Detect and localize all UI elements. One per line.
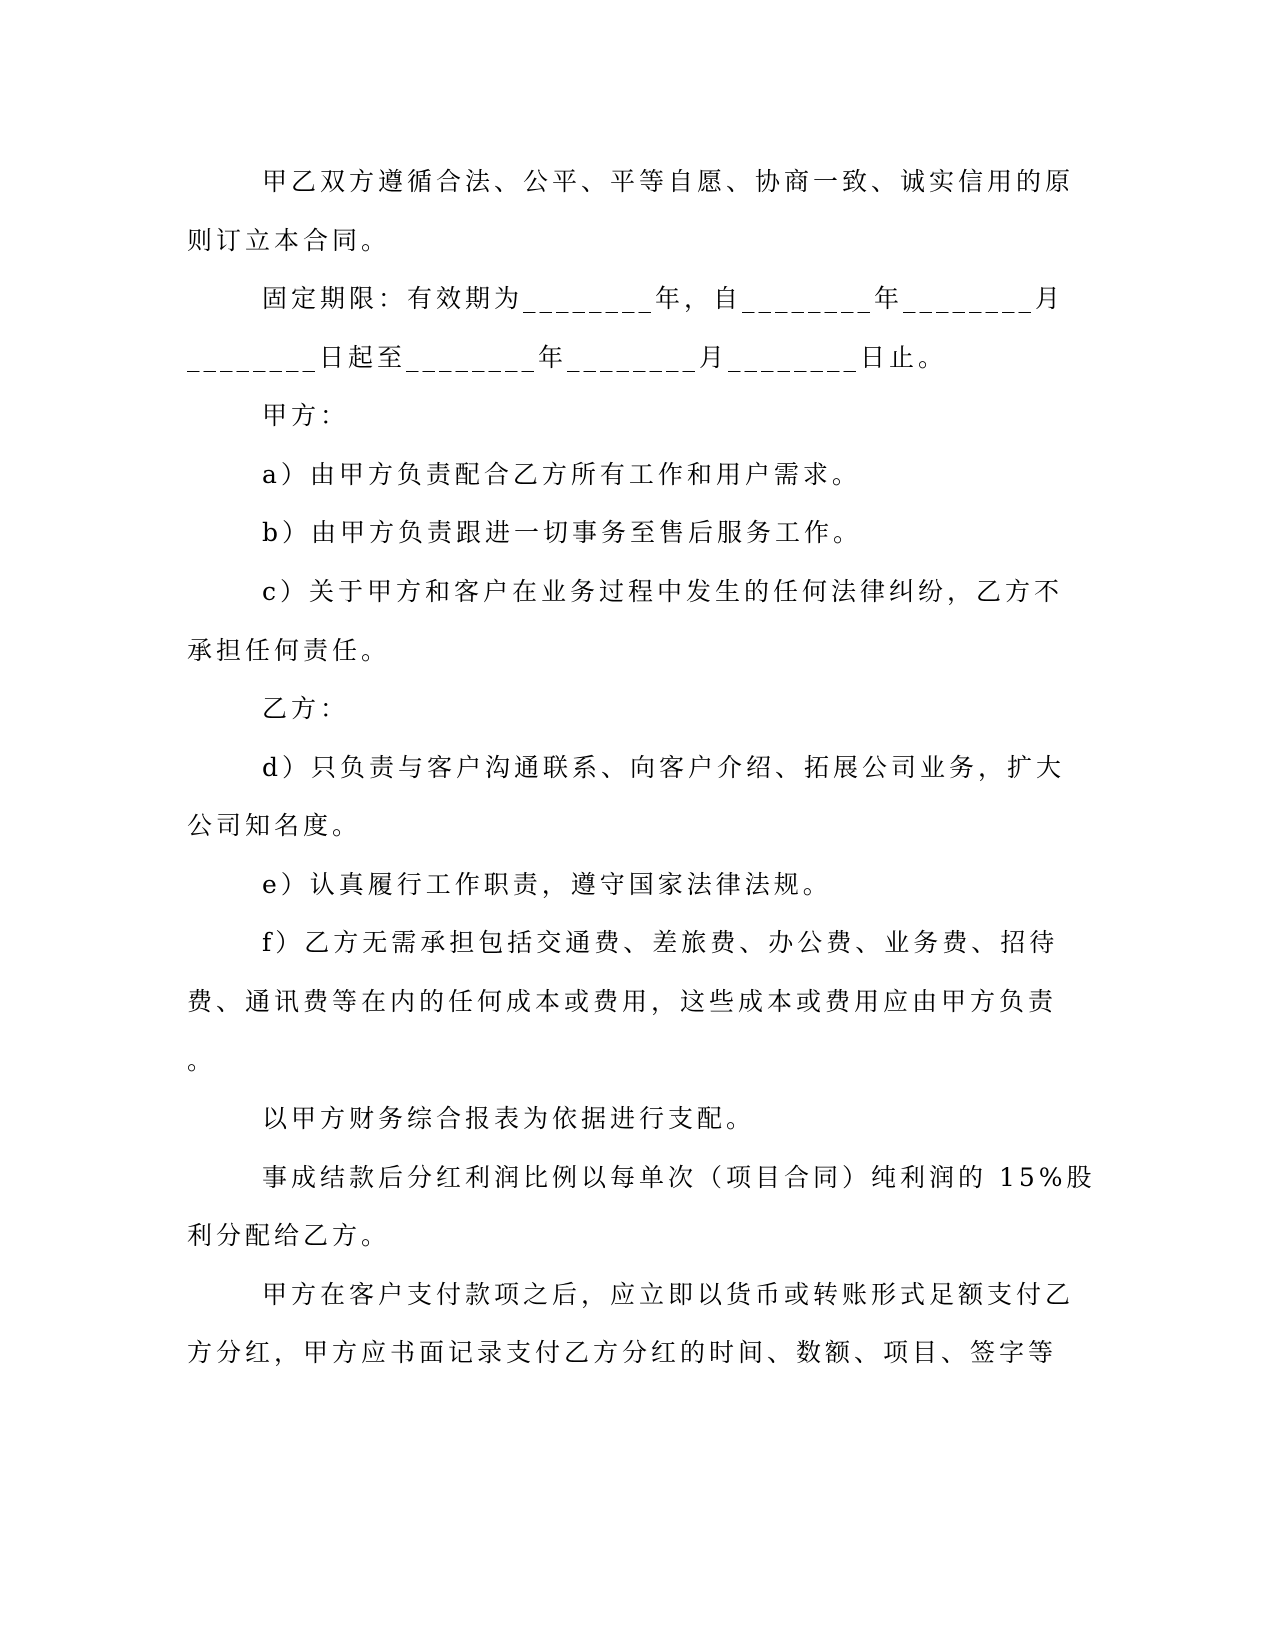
text-line: 甲方在客户支付款项之后，应立即以货币或转账形式足额支付乙: [262, 1280, 1075, 1309]
text-line: 利分配给乙方。: [187, 1221, 391, 1250]
text-line: 甲乙双方遵循合法、公平、平等自愿、协商一致、诚实信用的原: [262, 167, 1075, 196]
text-line: 承担任何责任。: [187, 636, 391, 665]
text-line: 费、通讯费等在内的任何成本或费用，这些成本或费用应由甲方负责: [187, 987, 1058, 1016]
text-line: 事成结款后分红利润比例以每单次（项目合同）纯利润的 15%股: [262, 1163, 1096, 1192]
text-line: d）只负责与客户沟通联系、向客户介绍、拓展公司业务，扩大: [262, 753, 1066, 782]
text-line: 以甲方财务综合报表为依据进行支配。: [262, 1104, 756, 1133]
text-line: a）由甲方负责配合乙方所有工作和用户需求。: [262, 460, 861, 489]
text-line: 甲方：: [262, 401, 350, 430]
text-line: 固定期限：有效期为________年，自________年________月: [262, 284, 1065, 313]
text-line: 公司知名度。: [187, 811, 362, 840]
text-line: 乙方：: [262, 694, 350, 723]
text-line: ________日起至________年________月________日止。: [187, 343, 948, 372]
text-line: e）认真履行工作职责，遵守国家法律法规。: [262, 870, 832, 899]
text-line: 。: [187, 1046, 217, 1075]
text-line: 方分红，甲方应书面记录支付乙方分红的时间、数额、项目、签字等: [187, 1338, 1058, 1367]
text-line: b）由甲方负责跟进一切事务至售后服务工作。: [262, 518, 863, 547]
text-line: f）乙方无需承担包括交通费、差旅费、办公费、业务费、招待: [262, 928, 1059, 957]
text-line: c）关于甲方和客户在业务过程中发生的任何法律纠纷，乙方不: [262, 577, 1064, 606]
text-line: 则订立本合同。: [187, 226, 391, 255]
